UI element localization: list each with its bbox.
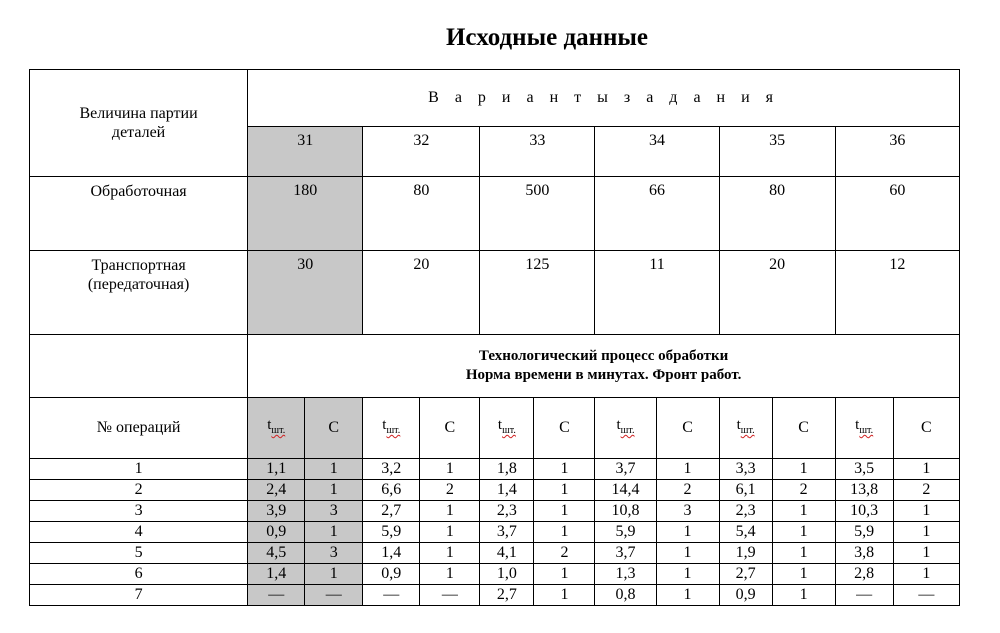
time-norm-cell: 0,8 — [595, 585, 656, 606]
c-header: С — [305, 398, 363, 459]
workstation-count-cell: — — [893, 585, 959, 606]
time-norm-cell: 3,5 — [835, 459, 893, 480]
workstation-count-cell: 3 — [656, 501, 719, 522]
processing-value: 500 — [480, 177, 595, 251]
time-norm-cell: 6,6 — [363, 480, 420, 501]
time-norm-cell: 2,7 — [363, 501, 420, 522]
time-norm-cell: 5,9 — [595, 522, 656, 543]
workstation-count-cell: 1 — [893, 564, 959, 585]
time-norm-cell: 0,9 — [719, 585, 772, 606]
time-norm-cell: 14,4 — [595, 480, 656, 501]
workstation-count-cell: 1 — [420, 543, 480, 564]
time-norm-cell: 0,9 — [248, 522, 305, 543]
page-title: Исходные данные — [445, 24, 649, 51]
workstation-count-cell: 1 — [420, 564, 480, 585]
c-header: С — [893, 398, 959, 459]
time-norm-cell: 1,1 — [248, 459, 305, 480]
workstation-count-cell: 3 — [305, 543, 363, 564]
time-norm-cell: 3,8 — [835, 543, 893, 564]
variants-label: В а р и а н т ы з а д а н и я — [248, 70, 960, 127]
processing-value: 80 — [719, 177, 835, 251]
operation-number: 6 — [30, 564, 248, 585]
workstation-count-cell: 1 — [772, 543, 835, 564]
time-norm-cell: 1,9 — [719, 543, 772, 564]
time-norm-cell: — — [835, 585, 893, 606]
time-norm-cell: — — [248, 585, 305, 606]
t-piece-header: $t_{шт.}$ — [248, 398, 305, 459]
c-header: С — [534, 398, 595, 459]
workstation-count-cell: 1 — [656, 543, 719, 564]
transport-value: 125 — [480, 251, 595, 335]
workstation-count-cell: 2 — [656, 480, 719, 501]
workstation-count-cell: 1 — [420, 459, 480, 480]
workstation-count-cell: 2 — [420, 480, 480, 501]
time-norm-cell: 6,1 — [719, 480, 772, 501]
workstation-count-cell: 1 — [893, 522, 959, 543]
workstation-count-cell: 1 — [893, 543, 959, 564]
workstation-count-cell: 1 — [893, 459, 959, 480]
operation-row — [30, 459, 960, 480]
operation-row — [30, 564, 960, 585]
t-piece-header: $t_{шт.}$ — [595, 398, 656, 459]
time-norm-cell: 3,2 — [363, 459, 420, 480]
workstation-count-cell: — — [420, 585, 480, 606]
c-header: С — [656, 398, 719, 459]
time-norm-cell: 2,8 — [835, 564, 893, 585]
time-norm-cell: 0,9 — [363, 564, 420, 585]
workstation-count-cell: 1 — [305, 480, 363, 501]
operation-number: 3 — [30, 501, 248, 522]
workstation-count-cell: 1 — [420, 501, 480, 522]
tech-process-subtitle: Норма времени в минутах. Фронт работ. — [465, 367, 742, 383]
variant-number: 35 — [719, 127, 835, 177]
variant-number: 34 — [595, 127, 719, 177]
time-norm-cell: 10,3 — [835, 501, 893, 522]
t-piece-header: $t_{шт.}$ — [480, 398, 534, 459]
time-norm-cell: 2,3 — [480, 501, 534, 522]
t-piece-header: $t_{шт.}$ — [835, 398, 893, 459]
workstation-count-cell: 1 — [656, 564, 719, 585]
workstation-count-cell: 3 — [305, 501, 363, 522]
batch-size-label: Величина партии деталей — [79, 105, 198, 141]
operation-number: 4 — [30, 522, 248, 543]
time-norm-cell: 1,4 — [248, 564, 305, 585]
tech-process-title: Технологический процесс обработки — [478, 348, 729, 364]
workstation-count-cell: 1 — [656, 459, 719, 480]
operation-number-header: № операций — [30, 398, 248, 459]
tech-process-blank — [30, 335, 248, 398]
workstation-count-cell: — — [305, 585, 363, 606]
transport-value: 30 — [248, 251, 363, 335]
operation-row — [30, 480, 960, 501]
time-norm-cell: 2,7 — [719, 564, 772, 585]
workstation-count-cell: 1 — [772, 459, 835, 480]
workstation-count-cell: 1 — [893, 501, 959, 522]
time-norm-cell: 13,8 — [835, 480, 893, 501]
t-piece-header: $t_{шт.}$ — [363, 398, 420, 459]
time-norm-cell: 10,8 — [595, 501, 656, 522]
workstation-count-cell: 1 — [305, 564, 363, 585]
time-norm-cell: 5,9 — [835, 522, 893, 543]
workstation-count-cell: 2 — [772, 480, 835, 501]
processing-value: 60 — [835, 177, 959, 251]
time-norm-cell: 3,3 — [719, 459, 772, 480]
time-norm-cell: 2,3 — [719, 501, 772, 522]
workstation-count-cell: 1 — [772, 501, 835, 522]
transport-value: 20 — [363, 251, 480, 335]
time-norm-cell: 1,4 — [363, 543, 420, 564]
workstation-count-cell: 1 — [534, 501, 595, 522]
processing-batch-row — [30, 177, 960, 251]
time-norm-cell: 5,4 — [719, 522, 772, 543]
operation-row — [30, 522, 960, 543]
c-header: С — [420, 398, 480, 459]
time-norm-cell: 3,7 — [595, 543, 656, 564]
time-norm-cell: 3,7 — [480, 522, 534, 543]
time-norm-cell: 2,4 — [248, 480, 305, 501]
tech-process-row — [30, 335, 960, 398]
workstation-count-cell: 1 — [772, 564, 835, 585]
transport-batch-row — [30, 251, 960, 335]
c-header: С — [772, 398, 835, 459]
workstation-count-cell: 1 — [772, 585, 835, 606]
time-norm-cell: 1,0 — [480, 564, 534, 585]
processing-value: 180 — [248, 177, 363, 251]
processing-label: Обработочная — [30, 177, 248, 251]
workstation-count-cell: 1 — [656, 585, 719, 606]
time-norm-cell: 3,9 — [248, 501, 305, 522]
workstation-count-cell: 1 — [656, 522, 719, 543]
operation-number: 1 — [30, 459, 248, 480]
time-norm-cell: 3,7 — [595, 459, 656, 480]
ops-header-row — [30, 398, 960, 459]
time-norm-cell: 1,8 — [480, 459, 534, 480]
operation-row — [30, 585, 960, 606]
transport-label-line1: Транспортная — [91, 257, 186, 274]
operation-row — [30, 501, 960, 522]
time-norm-cell: 1,3 — [595, 564, 656, 585]
batch-size-header — [30, 70, 248, 177]
operation-number: 7 — [30, 585, 248, 606]
variant-number: 36 — [835, 127, 959, 177]
workstation-count-cell: 1 — [420, 522, 480, 543]
transport-label-line2: (передаточная) — [87, 276, 190, 293]
workstation-count-cell: 1 — [534, 585, 595, 606]
processing-value: 66 — [595, 177, 719, 251]
variants-header-row — [30, 70, 960, 127]
transport-value: 20 — [719, 251, 835, 335]
time-norm-cell: — — [363, 585, 420, 606]
workstation-count-cell: 1 — [534, 522, 595, 543]
time-norm-cell: 1,4 — [480, 480, 534, 501]
operation-row — [30, 543, 960, 564]
workstation-count-cell: 2 — [893, 480, 959, 501]
transport-label — [30, 251, 248, 335]
operation-number: 5 — [30, 543, 248, 564]
workstation-count-cell: 2 — [534, 543, 595, 564]
workstation-count-cell: 1 — [305, 459, 363, 480]
workstation-count-cell: 1 — [534, 480, 595, 501]
workstation-count-cell: 1 — [534, 564, 595, 585]
workstation-count-cell: 1 — [305, 522, 363, 543]
time-norm-cell: 5,9 — [363, 522, 420, 543]
time-norm-cell: 2,7 — [480, 585, 534, 606]
workstation-count-cell: 1 — [772, 522, 835, 543]
processing-value: 80 — [363, 177, 480, 251]
time-norm-cell: 4,5 — [248, 543, 305, 564]
workstation-count-cell: 1 — [534, 459, 595, 480]
source-data-table — [29, 69, 960, 606]
tech-process-header — [248, 335, 960, 398]
variant-number: 32 — [363, 127, 480, 177]
operation-number: 2 — [30, 480, 248, 501]
transport-value: 12 — [835, 251, 959, 335]
t-piece-header: $t_{шт.}$ — [719, 398, 772, 459]
variant-number: 33 — [480, 127, 595, 177]
time-norm-cell: 4,1 — [480, 543, 534, 564]
variant-number: 31 — [248, 127, 363, 177]
transport-value: 11 — [595, 251, 719, 335]
